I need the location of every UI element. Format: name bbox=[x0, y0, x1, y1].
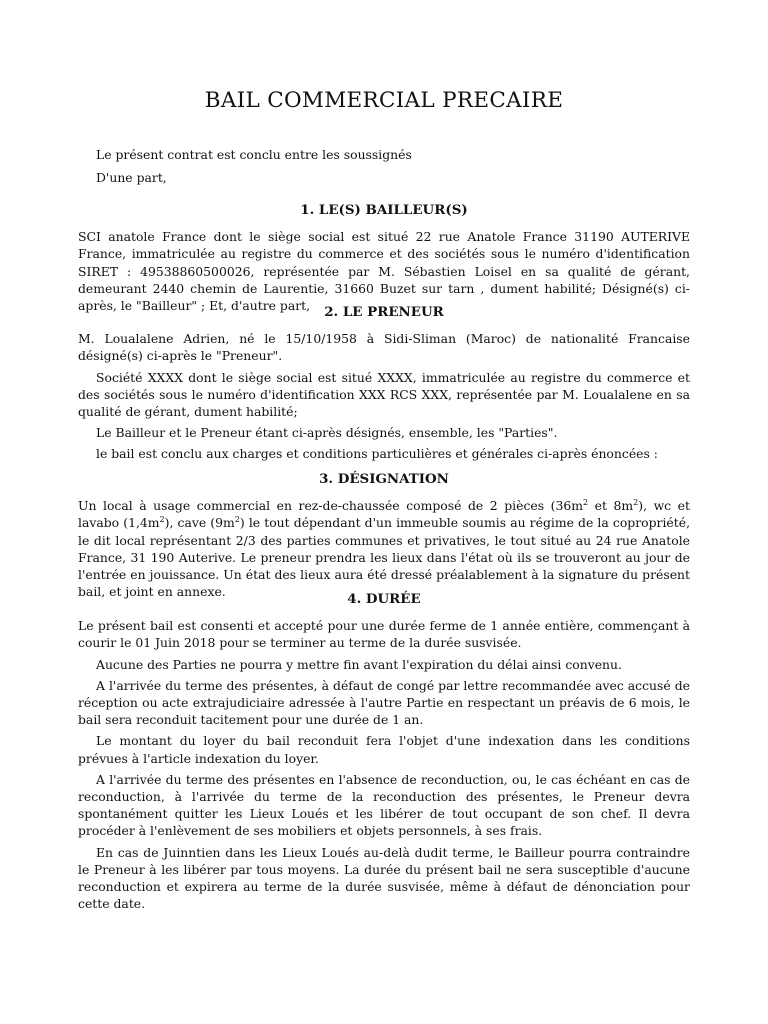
section-heading: 3. DÉSIGNATION bbox=[319, 471, 449, 487]
intro-line: Le présent contrat est conclu entre les soussignés bbox=[96, 147, 412, 162]
paragraph: SCI anatole France dont le siège social est situé 22 rue Anatole France 31190 AUTERIVE France, immatriculée au registre du commerce et des sociétés sous le numéro d'identification SIRET : 49538860500026, représentée par M. Sébastien Loisel en sa qualité de gérant, demeurant 2440 chemin de Laurentie, 31660 Buzet sur tarn , dument habilité; Désigné(s) ci-après, le "Bailleur" ; Et, d'autre part, bbox=[78, 229, 690, 314]
intro bbox=[78, 146, 690, 192]
intro-line: D'une part, bbox=[96, 170, 167, 186]
section-heading: 2. LE PRENEUR bbox=[324, 304, 444, 320]
paragraph: A l'arrivée du terme des présentes, à défaut de congé par lettre recommandée avec accusé de réception ou acte extrajudiciaire adressée à l'autre Partie en respectant un préavis de 6 mois, le bail sera reconduit tacitement pour une durée de 1 an. bbox=[78, 677, 690, 728]
section-heading: 1. LE(S) BAILLEUR(S) bbox=[300, 202, 468, 218]
paragraph: Le Bailleur et le Preneur étant ci-après désignés, ensemble, les "Parties". bbox=[96, 425, 558, 441]
text-run: ), cave (9m bbox=[164, 515, 235, 531]
text-run: Un local à usage commercial en rez-de-chaussée composé de 2 pièces (36m bbox=[78, 498, 583, 514]
paragraph bbox=[78, 497, 690, 600]
paragraph: Société XXXX dont le siège social est situé XXXX, immatriculée au registre du commerce et des sociétés sous le numéro d'identification XXX RCS XXX, représentée par M. Loualalene en sa qualité de gérant, dument habilité; bbox=[78, 369, 690, 420]
section-duree bbox=[78, 591, 690, 916]
superscript: 2 bbox=[583, 498, 589, 508]
section-preneur bbox=[78, 304, 690, 467]
paragraph: Le présent bail est consenti et accepté pour une durée ferme de 1 année entière, commençant à courir le 01 Juin 2018 pour se terminer au terme de la durée susvisée. bbox=[78, 618, 690, 651]
document-title: BAIL COMMERCIAL PRECAIRE bbox=[204, 88, 564, 113]
text-run: et 8m bbox=[588, 498, 634, 514]
superscript: 2 bbox=[159, 515, 165, 525]
section-bailleur bbox=[78, 202, 690, 318]
paragraph: Aucune des Parties ne pourra y mettre fin avant l'expiration du délai ainsi convenu. bbox=[96, 656, 622, 672]
superscript: 2 bbox=[633, 498, 639, 508]
paragraph: A l'arrivée du terme des présentes en l'absence de reconduction, ou, le cas échéant en cas de reconduction, à l'arrivée du terme de la reconduction des présentes, le Preneur devra spontanément quitter les Lieux Loués et les libérer de tout occupant de son chef. Il devra procéder à l'enlèvement de ses mobiliers et objets personnels, à ses frais. bbox=[78, 771, 690, 839]
section-heading: 4. DURÉE bbox=[347, 591, 421, 607]
paragraph: M. Loualalene Adrien, né le 15/10/1958 à Sidi-Sliman (Maroc) de nationalité Francaise désigné(s) ci-après le "Preneur". bbox=[78, 331, 690, 364]
text-run: ), wc et lavabo (1,4m bbox=[78, 498, 690, 531]
paragraph: En cas de Juinntien dans les Lieux Loués au-delà dudit terme, le Bailleur pourra contraindre le Preneur à les libérer par tous moyens. La durée du présent bail ne sera susceptible d'aucune reconduction et expirera au terme de la durée susvisée, même à défaut de dénonciation pour cette date. bbox=[78, 844, 690, 912]
paragraph: Le montant du loyer du bail reconduit fera l'objet d'une indexation dans les conditions prévues à l'article indexation du loyer. bbox=[78, 733, 690, 766]
paragraph: le bail est conclu aux charges et conditions particulières et générales ci-après énoncées : bbox=[96, 446, 658, 462]
text-run: ) le tout dépendant d'un immeuble soumis au régime de la copropriété, le dit local représentant 2/3 des parties communes et privatives, le tout situé au 24 rue Anatole France, 31 190 Auterive. Le preneur prendra les lieux dans l'état où ils se trouveront au jour de l'entrée en jouissance. Un état des lieux aura été dressé préalablement à la signature du présent bail, et joint en annexe. bbox=[78, 515, 691, 600]
section-designation bbox=[78, 471, 690, 604]
superscript: 2 bbox=[234, 515, 240, 525]
